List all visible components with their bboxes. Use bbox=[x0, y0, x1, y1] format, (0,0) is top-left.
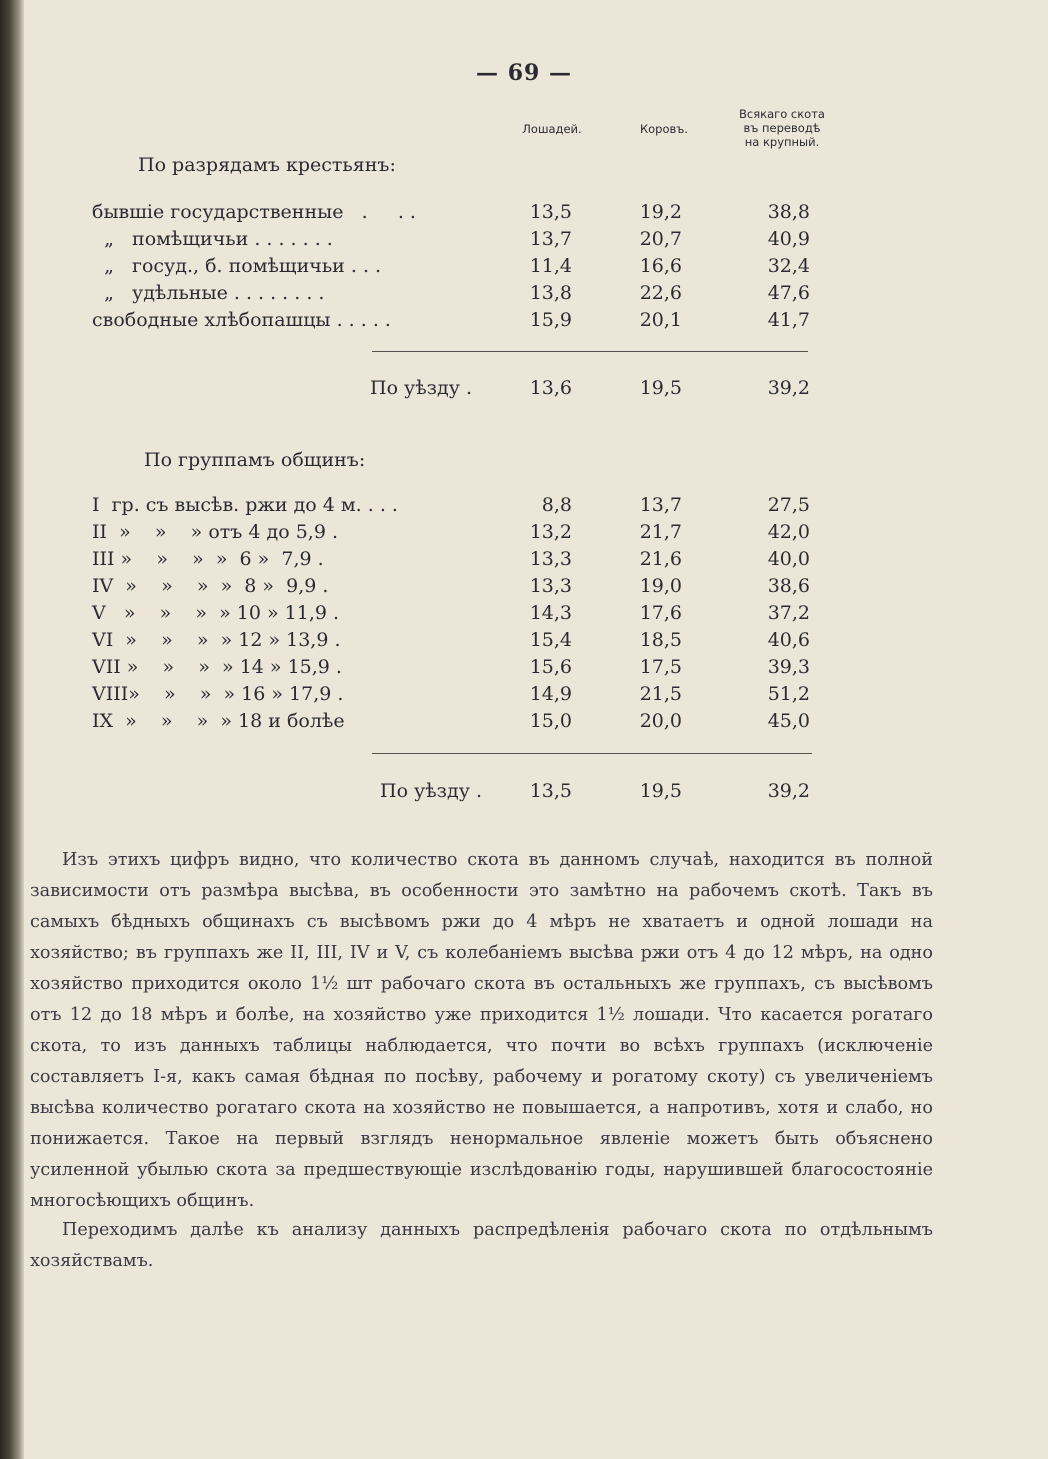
total-row bbox=[0, 780, 1048, 806]
value-all: 38,8 bbox=[767, 201, 810, 223]
column-header-all-line3: на крупный. bbox=[744, 135, 820, 149]
value-all: 51,2 bbox=[767, 683, 810, 705]
row-label: I гр. съ высѣв. ржи до 4 м. . . . bbox=[92, 494, 398, 516]
column-header-all-cattle bbox=[718, 107, 846, 149]
row-label: VIII» » » » 16 » 17,9 . bbox=[92, 683, 344, 705]
row-label: III » » » » 6 » 7,9 . bbox=[92, 548, 324, 570]
value-cows: 17,6 bbox=[639, 602, 682, 624]
value-all: 40,6 bbox=[767, 629, 810, 651]
value-cows: 21,6 bbox=[639, 548, 682, 570]
body-paragraph: Переходимъ далѣе къ анализу данныхъ распредѣленія рабочаго скота по отдѣльнымъ хозяйствамъ. bbox=[30, 1220, 933, 1271]
table-row bbox=[0, 710, 1048, 736]
total-row bbox=[0, 377, 1048, 403]
value-all: 39,3 bbox=[767, 656, 810, 678]
row-label: „ помѣщичьи . . . . . . . bbox=[92, 228, 333, 250]
table-row bbox=[0, 521, 1048, 547]
total-cows: 19,5 bbox=[639, 377, 682, 399]
table-row bbox=[0, 656, 1048, 682]
value-all: 42,0 bbox=[767, 521, 810, 543]
value-cows: 17,5 bbox=[639, 656, 682, 678]
value-cows: 20,7 bbox=[639, 228, 682, 250]
row-label: IX » » » » 18 и болѣе bbox=[92, 710, 345, 732]
table-row bbox=[0, 548, 1048, 574]
row-label: V » » » » 10 » 11,9 . bbox=[92, 602, 340, 624]
value-all: 40,0 bbox=[767, 548, 810, 570]
section-title-peasant-categories: По разрядамъ крестьянъ: bbox=[138, 154, 396, 176]
value-horses: 8,8 bbox=[541, 494, 572, 516]
table-row bbox=[0, 282, 1048, 308]
value-cows: 22,6 bbox=[639, 282, 682, 304]
value-all: 38,6 bbox=[767, 575, 810, 597]
value-horses: 13,5 bbox=[529, 201, 572, 223]
row-label: „ госуд., б. помѣщичьи . . . bbox=[92, 255, 382, 277]
column-header-all-line2: въ переводѣ bbox=[743, 121, 821, 135]
column-header-cows: Коровъ. bbox=[639, 122, 689, 136]
value-horses: 15,0 bbox=[529, 710, 572, 732]
total-label: По уѣзду . bbox=[380, 780, 483, 802]
total-all: 39,2 bbox=[767, 377, 810, 399]
value-cows: 19,0 bbox=[639, 575, 682, 597]
row-label: IV » » » » 8 » 9,9 . bbox=[92, 575, 329, 597]
row-label: VI » » » » 12 » 13,9 . bbox=[92, 629, 341, 651]
value-horses: 13,8 bbox=[529, 282, 572, 304]
table-row bbox=[0, 575, 1048, 601]
value-cows: 21,7 bbox=[639, 521, 682, 543]
value-horses: 13,2 bbox=[529, 521, 572, 543]
value-cows: 20,1 bbox=[639, 309, 682, 331]
row-label: „ удѣльные . . . . . . . . bbox=[92, 282, 325, 304]
value-cows: 19,2 bbox=[639, 201, 682, 223]
value-horses: 13,3 bbox=[529, 548, 572, 570]
total-divider bbox=[372, 753, 812, 754]
value-cows: 20,0 bbox=[639, 710, 682, 732]
table-row bbox=[0, 629, 1048, 655]
value-all: 45,0 bbox=[767, 710, 810, 732]
column-header-all-line1: Всякаго скота bbox=[739, 107, 825, 121]
value-all: 27,5 bbox=[767, 494, 810, 516]
value-cows: 16,6 bbox=[639, 255, 682, 277]
value-all: 37,2 bbox=[767, 602, 810, 624]
table-row bbox=[0, 602, 1048, 628]
value-cows: 13,7 bbox=[639, 494, 682, 516]
value-horses: 11,4 bbox=[529, 255, 572, 277]
total-divider bbox=[372, 351, 808, 352]
value-all: 40,9 bbox=[767, 228, 810, 250]
value-horses: 13,7 bbox=[529, 228, 572, 250]
value-horses: 15,6 bbox=[529, 656, 572, 678]
row-label: II » » » отъ 4 до 5,9 . bbox=[92, 521, 338, 543]
value-cows: 21,5 bbox=[639, 683, 682, 705]
row-label: свободные хлѣбопашцы . . . . . bbox=[92, 309, 391, 331]
value-horses: 13,3 bbox=[529, 575, 572, 597]
table-row bbox=[0, 309, 1048, 335]
table-row bbox=[0, 494, 1048, 520]
total-label: По уѣзду . bbox=[370, 377, 473, 399]
table-row bbox=[0, 201, 1048, 227]
total-all: 39,2 bbox=[767, 780, 810, 802]
body-paragraph: Изъ этихъ цифръ видно, что количество скота въ данномъ случаѣ, находится въ полной зависимости отъ размѣра высѣва, въ особенности это замѣтно на рабочемъ скотѣ. Такъ въ самыхъ бѣдныхъ общинахъ съ высѣвомъ ржи до 4 мѣръ не хватаетъ и одной лошади на хозяйство; въ группахъ же II, III, IV и V, съ колебаніемъ высѣва ржи отъ 4 до 12 мѣръ, на одно хозяйство приходится около 1½ шт рабочаго скота въ остальныхъ же группахъ, съ высѣвомъ отъ 12 до 18 мѣръ и болѣе, на хозяйство уже приходится 1½ лошади. Что касается рогатаго скота, то изъ данныхъ таблицы наблюдается, что почти во всѣхъ группахъ (исключеніе составляетъ I-я, какъ самая бѣдная по посѣву, рабочему и рогатому скоту) съ увеличеніемъ высѣва количество рогатаго скота на хозяйство не повышается, а напротивъ, хотя и слабо, но понижается. Такое на первый взглядъ ненормальное явленіе можетъ быть объяснено усиленной убылью скота за предшествующіе изслѣдованію годы, нарушившей благосостояніе многосѣющихъ общинъ. bbox=[30, 850, 933, 1211]
value-all: 47,6 bbox=[767, 282, 810, 304]
value-horses: 14,9 bbox=[529, 683, 572, 705]
total-horses: 13,5 bbox=[529, 780, 572, 802]
value-all: 41,7 bbox=[767, 309, 810, 331]
column-header-horses: Лошадей. bbox=[522, 122, 582, 136]
row-label: VII » » » » 14 » 15,9 . bbox=[92, 656, 342, 678]
section-title-community-groups: По группамъ общинъ: bbox=[144, 449, 366, 471]
total-cows: 19,5 bbox=[639, 780, 682, 802]
value-cows: 18,5 bbox=[639, 629, 682, 651]
value-horses: 15,4 bbox=[529, 629, 572, 651]
table-row bbox=[0, 228, 1048, 254]
value-horses: 15,9 bbox=[529, 309, 572, 331]
value-horses: 14,3 bbox=[529, 602, 572, 624]
page-number: — 69 — bbox=[476, 60, 572, 86]
table-row bbox=[0, 255, 1048, 281]
value-all: 32,4 bbox=[767, 255, 810, 277]
total-horses: 13,6 bbox=[529, 377, 572, 399]
row-label: бывшіе государственные . . . bbox=[92, 201, 416, 223]
table-row bbox=[0, 683, 1048, 709]
